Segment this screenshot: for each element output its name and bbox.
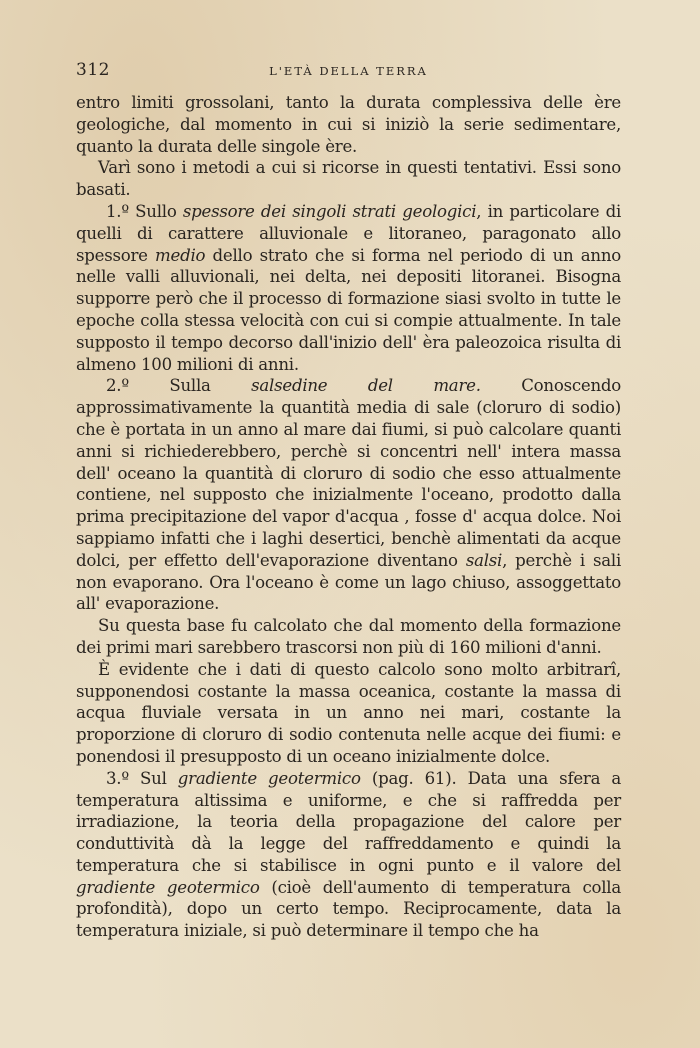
book-page <box>76 60 621 942</box>
page-header <box>76 60 621 82</box>
italic-phrase: salsedine del mare. <box>251 376 481 396</box>
text-run: entro limiti grossolani, tanto la durata complessiva delle ère geologiche, dal momento in cui si iniziò la serie sedimentare, quanto la durata delle singole ère. <box>76 93 621 156</box>
paragraph-method-3-geothermal-gradient <box>76 768 621 942</box>
italic-phrase: gradiente geotermico <box>76 877 260 897</box>
italic-phrase: spessore dei singoli strati geologici <box>182 201 477 221</box>
italic-phrase: salsi <box>465 550 503 570</box>
running-title: L'ETÀ DELLA TERRA <box>269 64 428 78</box>
italic-phrase: gradiente geotermico <box>177 768 361 788</box>
text-run: 1.º Sullo <box>106 201 183 221</box>
italic-phrase: medio <box>155 245 206 265</box>
text-run: Su questa base fu calcolato che dal momento della formazione dei primi mari sarebbero trascorsi non più di 160 milioni d'anni. <box>76 616 621 657</box>
paragraph-method-1-strata-thickness <box>76 201 621 375</box>
text-run: , perchè i sali non evaporano. Ora l'oceano è come un lago chiuso, assoggettato all' evaporazione. <box>76 550 621 614</box>
text-run: dello strato che si forma nel periodo di un anno nelle valli alluvionali, nei delta, nei depositi litoranei. Bisogna supporre però che il processo di formazione siasi svolto in tutte le epoche colla stessa velocità con cui si compie attualmente. In tale supposto il tempo decorso dall'inizio dell' èra paleozoica risulta di almeno 100 milioni di anni. <box>76 245 621 374</box>
text-run: Varì sono i metodi a cui si ricorse in questi tentativi. Essi sono basati. <box>76 158 621 200</box>
paragraph-intro-continuation <box>76 92 621 157</box>
text-run: Conoscendo approssimativamente la quantità media di sale (cloruro di sodio) che è portata in un anno al mare dai fiumi, si può calcolare quanti anni si richiederebbero, perchè si concentri nell' intera massa dell' oceano la quantità di cloruro di sodio che esso attualmente contiene, nel supposto che inizialmente l'oceano, prodotto dalla prima precipitazione del vapor d'acqua , fosse d' acqua dolce. Noi sappiamo infatti che i laghi desertici, benchè alimentati da acque dolci, per effetto dell'evaporazione diventano <box>76 376 621 570</box>
text-run: (pag. 61). Data una sfera a temperatura altissima e uniforme, e che si raffredda per irradiazione, la teoria della propagazione del calore per conduttività dà la legge del raffreddamento e quindi la temperatura che si stabilisce in ogni punto e il valore del <box>76 768 622 875</box>
text-run: È evidente che i dati di questo calcolo sono molto arbitrarî, supponendosi costante la massa oceanica, costante la massa di acqua fluviale versata in un anno nei mari, costante la proporzione di cloruro di sodio contenuta nelle acque dei fiumi: e ponendosi il presupposto di un oceano inizialmente dolce. <box>76 659 621 766</box>
paragraph-salinity-critique <box>76 659 621 768</box>
paragraph-methods-intro <box>76 157 621 201</box>
text-run: (cioè dell'aumento di temperatura colla profondità), dopo un certo tempo. Reciprocamente, data la temperatura iniziale, si può determinare il tempo che ha <box>76 877 622 941</box>
text-run: 2.º Sulla <box>106 376 252 396</box>
text-run: , in particolare di quelli di carattere alluvionale e litoraneo, paragonato allo spessore <box>76 201 622 265</box>
text-run: 3.º Sul <box>106 768 178 788</box>
paragraph-method-2-sea-salinity <box>76 375 621 615</box>
paragraph-salinity-result <box>76 615 621 659</box>
page-number: 312 <box>76 60 110 80</box>
body-text <box>76 92 621 942</box>
